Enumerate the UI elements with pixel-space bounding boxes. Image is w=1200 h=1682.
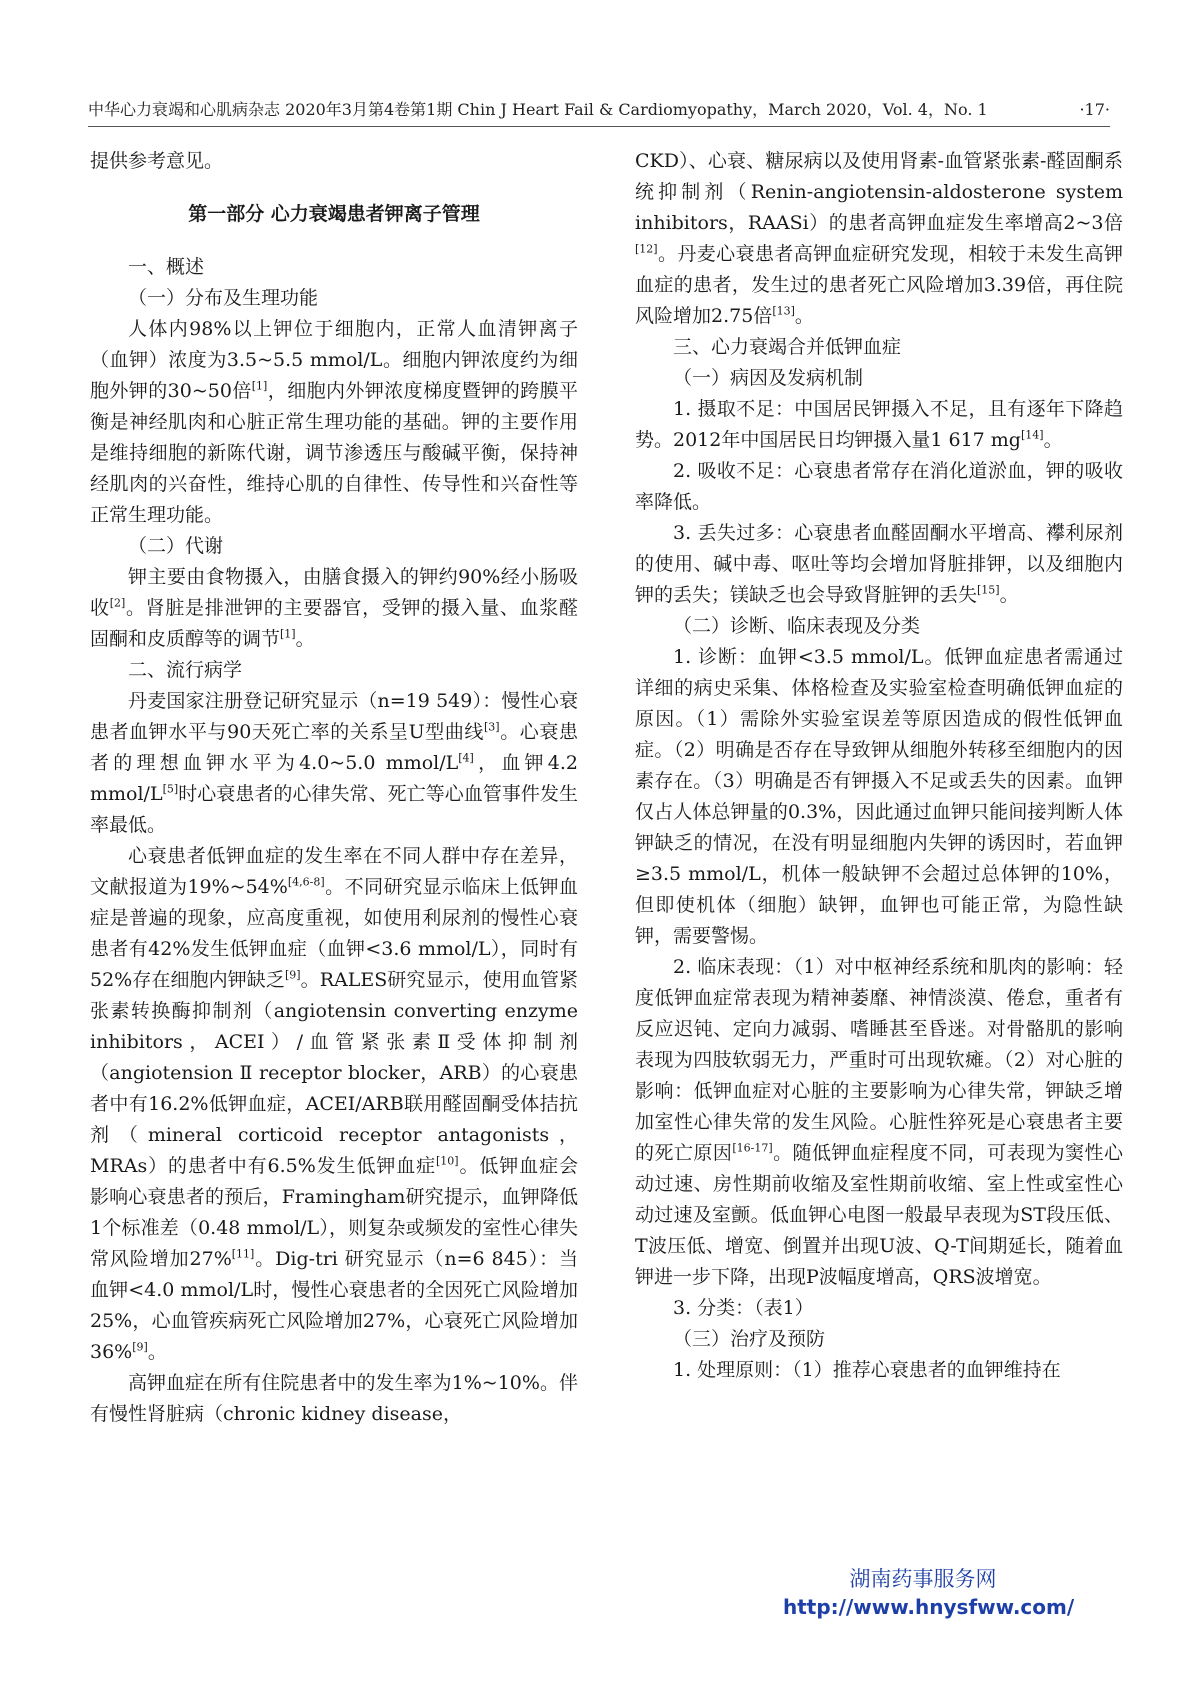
citation-ref: [3] [484,720,500,734]
heading-diagnosis: （二）诊断、临床表现及分类 [673,615,921,637]
left-column [90,146,578,1430]
paragraph: 2. 吸收不足：心衰患者常存在消化道淤血，钾的吸收率降低。 [635,460,1123,513]
watermark-name: 湖南药事服务网 [849,1567,997,1591]
heading-distribution: （一）分布及生理功能 [128,287,319,309]
journal-citation: 中华心力衰竭和心肌病杂志 2020年3月第4卷第1期 Chin J Heart Fail & Cardiomyopathy，March 2020，Vol. 4，No. 1 [88,100,988,119]
paragraph: CKD）、心衰、糖尿病以及使用肾素-血管紧张素-醛固酮系统抑制剂（Renin-angiotensin-aldosterone system inhibitors，RAASi）的患者高钾血症发生率增高2~3倍[12]。丹麦心衰患者高钾血症研究发现，相较于未发生高钾血症的患者，发生过的患者死亡风险增加3.39倍，再住院风险增加2.75倍[13]。 [635,150,1123,327]
watermark-url[interactable]: http://www.hnysfww.com/ [783,1595,1075,1619]
citation-ref: [11] [231,1247,255,1261]
citation-ref: [12] [635,242,658,256]
citation-ref: [9] [132,1340,148,1354]
paragraph: 1. 处理原则：（1）推荐心衰患者的血钾维持在 [673,1359,1061,1381]
section-title: 第一部分 心力衰竭患者钾离子管理 [188,203,480,225]
paragraph: 1. 诊断：血钾<3.5 mmol/L。低钾血症患者需通过详细的病史采集、体格检查及实验室检查明确低钾血症的原因。（1）需除外实验室误差等原因造成的假性低钾血症。（2）明确是否存在导致钾从细胞外转移至细胞内的因素存在。（3）明确是否有钾摄入不足或丢失的因素。血钾仅占人体总钾量的0.3%，因此通过血钾只能间接判断人体钾缺乏的情况，在没有明显细胞内失钾的诱因时，若血钾≥3.5 mmol/L，机体一般缺钾不会超过总体钾的10%，但即使机体（细胞）缺钾，血钾也可能正常，为隐性缺钾，需要警惕。 [635,646,1123,947]
paragraph: 1. 摄取不足：中国居民钾摄入不足，且有逐年下降趋势。2012年中国居民日均钾摄入量1 617 mg[14]。 [635,398,1123,451]
citation-ref: [13] [772,304,795,318]
heading-epidemiology: 二、流行病学 [128,659,243,681]
paragraph: 2. 临床表现：（1）对中枢神经系统和肌肉的影响：轻度低钾血症常表现为精神萎靡、神情淡漠、倦怠，重者有反应迟钝、定向力减弱、嗜睡甚至昏迷。对骨骼肌的影响表现为四肢软弱无力，严重时可出现软瘫。（2）对心脏的影响：低钾血症对心脏的主要影响为心律失常，钾缺乏增加室性心律失常的发生风险。心脏性猝死是心衰患者主要的死亡原因[16-17]。随低钾血症程度不同，可表现为窦性心动过速、房性期前收缩及室性期前收缩、室上性或室性心动过速及室颤。低血钾心电图一般最早表现为ST段压低、T波压低、增宽、倒置并出现U波、Q-T间期延长，随着血钾进一步下降，出现P波幅度增高，QRS波增宽。 [635,956,1123,1288]
paragraph: 丹麦国家注册登记研究显示（n=19 549）：慢性心衰患者血钾水平与90天死亡率的关系呈U型曲线[3]。心衰患者的理想血钾水平为4.0~5.0 mmol/L[4]，血钾4.2 mmol/L[5]时心衰患者的心律失常、死亡等心血管事件发生率最低。 [90,690,578,836]
page-number: ·17· [1079,100,1110,119]
paragraph: 3. 丢失过多：心衰患者血醛固酮水平增高、襻利尿剂的使用、碱中毒、呕吐等均会增加肾脏排钾，以及细胞内钾的丢失；镁缺乏也会导致肾脏钾的丢失[15]。 [635,522,1123,606]
heading-treatment: （三）治疗及预防 [673,1328,826,1350]
paragraph: 高钾血症在所有住院患者中的发生率为1%~10%。伴有慢性肾脏病（chronic kidney disease， [90,1372,578,1425]
citation-ref: [2] [109,596,126,610]
paragraph: 提供参考意见。 [90,150,224,172]
paragraph: 钾主要由食物摄入，由膳食摄入的钾约90%经小肠吸收[2]。肾脏是排泄钾的主要器官，受钾的摄入量、血浆醛固酮和皮质醇等的调节[1]。 [90,566,578,650]
citation-ref: [4,6-8] [287,875,325,889]
right-column [635,146,1123,1386]
citation-ref: [1] [280,627,296,641]
heading-hypokalemia: 三、心力衰竭合并低钾血症 [673,336,902,358]
citation-ref: [15] [977,583,1000,597]
citation-ref: [4] [458,751,474,765]
running-header [88,96,1110,127]
citation-ref: [10] [436,1154,459,1168]
citation-ref: [9] [284,968,301,982]
watermark [783,1565,1075,1621]
paragraph: 心衰患者低钾血症的发生率在不同人群中存在差异，文献报道为19%~54%[4,6-8]。不同研究显示临床上低钾血症是普遍的现象，应高度重视，如使用利尿剂的慢性心衰患者有42%发生低钾血症（血钾<3.6 mmol/L），同时有52%存在细胞内钾缺乏[9]。RALES研究显示，使用血管紧张素转换酶抑制剂（angiotensin converting enzyme inhibitors，ACEI）/血管紧张素Ⅱ受体抑制剂（angiotension Ⅱ receptor blocker，ARB）的心衰患者中有16.2%低钾血症，ACEI/ARB联用醛固酮受体拮抗剂（mineral corticoid receptor antagonists，MRAs）的患者中有6.5%发生低钾血症[10]。低钾血症会影响心衰患者的预后，Framingham研究提示，血钾降低1个标准差（0.48 mmol/L），则复杂或频发的室性心律失常风险增加27%[11]。Dig-tri 研究显示（n=6 845）：当血钾<4.0 mmol/L时，慢性心衰患者的全因死亡风险增加25%，心血管疾病死亡风险增加27%，心衰死亡风险增加36%[9]。 [90,845,579,1363]
paragraph: 3. 分类：（表1） [673,1297,814,1319]
paragraph: 人体内98%以上钾位于细胞内，正常人血清钾离子（血钾）浓度为3.5~5.5 mmol/L。细胞内钾浓度约为细胞外钾的30~50倍[1]，细胞内外钾浓度梯度暨钾的跨膜平衡是神经肌肉和心脏正常生理功能的基础。钾的主要作用是维持细胞的新陈代谢，调节渗透压与酸碱平衡，保持神经肌肉的兴奋性，维持心肌的自律性、传导性和兴奋性等正常生理功能。 [90,318,578,526]
citation-ref: [16-17] [732,1141,773,1155]
citation-ref: [14] [1020,428,1044,442]
heading-etiology: （一）病因及发病机制 [673,367,864,389]
heading-overview: 一、概述 [128,256,205,278]
citation-ref: [5] [162,782,179,796]
heading-metabolism: （二）代谢 [128,535,224,557]
citation-ref: [1] [251,379,268,393]
